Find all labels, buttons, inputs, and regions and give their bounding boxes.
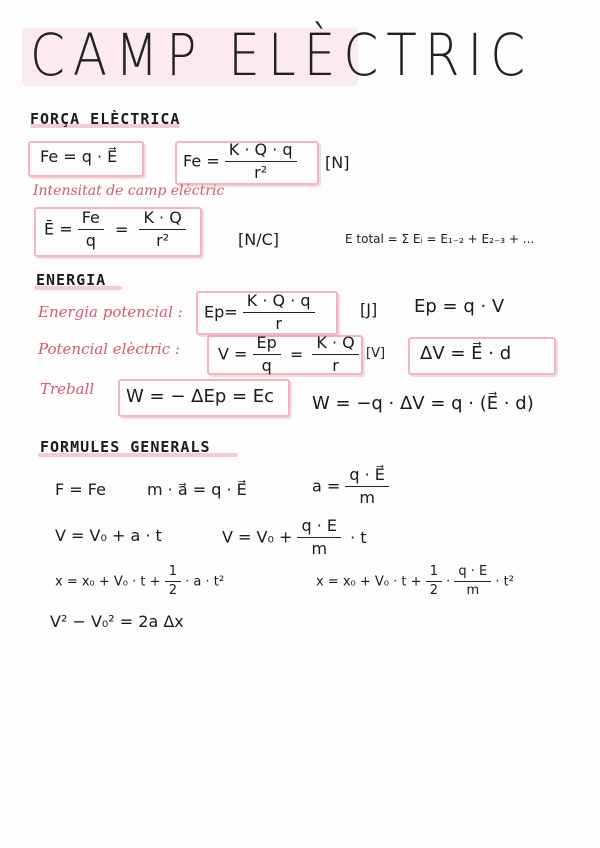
x7-b: · t² [495, 574, 514, 590]
x7-fraction-1 [426, 565, 442, 599]
formula-a [312, 466, 389, 506]
formula-v-v0-at: V = V₀ + a · t [55, 526, 162, 545]
x6-denominator: 2 [168, 583, 177, 599]
formula-ma-qe: m · a⃗ = q · E⃗ [147, 480, 247, 499]
formula-v2-v02: V² − V₀² = 2a Δx [50, 612, 184, 631]
x6-a: x = x₀ + V₀ · t + [55, 574, 161, 590]
formula-v [218, 334, 359, 374]
e-fraction-1 [78, 209, 104, 249]
unit-joule: [J] [360, 300, 378, 319]
coulomb-lhs: Fe = [183, 151, 220, 171]
formula-e-field [44, 209, 186, 249]
a-lhs: a = [312, 476, 341, 496]
a-denominator: m [359, 487, 375, 507]
v5-lhs: V = V₀ + [222, 527, 293, 547]
page-title: CAMP ELÈCTRIC [30, 22, 534, 89]
formula-x-at2 [55, 565, 224, 599]
e-frac1-den: q [85, 230, 96, 250]
x6-numerator: 1 [165, 565, 181, 582]
section-heading-energia: ENERGIA [36, 271, 107, 289]
x7-numerator-1: 1 [426, 565, 442, 582]
a-numerator: q · E⃗ [345, 466, 389, 487]
v-equals: = [289, 344, 304, 364]
e-fraction-2 [139, 209, 185, 249]
formula-e-total: E total = Σ Eᵢ = E₁₋₂ + E₂₋₃ + ... [345, 232, 535, 246]
coulomb-fraction [225, 141, 297, 181]
ep-fraction [243, 292, 315, 332]
label-treball: Treball [40, 380, 95, 398]
unit-n-per-c: [N/C] [238, 230, 280, 249]
x7-dot: · [446, 574, 451, 590]
label-energia-potencial: Energia potencial : [38, 303, 183, 321]
ep-denominator: r [275, 313, 282, 333]
unit-newton: [N] [325, 153, 350, 172]
ep-numerator: K · Q · q [243, 292, 315, 313]
v5-fraction [297, 517, 341, 557]
formula-w-qdv: W = −q · ΔV = q · (E⃗ · d) [312, 393, 534, 414]
section-heading-formules: FORMULES GENERALS [40, 438, 211, 456]
e-frac2-num: K · Q [139, 209, 185, 230]
v-fraction-1 [253, 334, 281, 374]
v-frac1-den: q [261, 355, 272, 375]
x6-b: · a · t² [185, 574, 225, 590]
formula-v-v0-qe [222, 517, 367, 557]
a-fraction [345, 466, 389, 506]
ep-lhs: Ep= [204, 302, 238, 322]
formula-ep [204, 292, 315, 332]
x7-fraction-2 [454, 565, 491, 599]
e-frac2-den: r² [156, 230, 170, 250]
x7-numerator-2: q · E [454, 565, 491, 582]
e-lhs: Ē = [44, 219, 73, 239]
coulomb-numerator: K · Q · q [225, 141, 297, 162]
v-lhs: V = [218, 344, 248, 364]
v-fraction-2 [312, 334, 358, 374]
v5-denominator: m [311, 538, 328, 558]
formula-coulomb [183, 141, 297, 181]
coulomb-denominator: r² [254, 162, 268, 182]
formula-fe-qe: Fe = q · E⃗ [40, 147, 118, 166]
v-frac1-num: Ep [253, 334, 281, 355]
v5-numerator: q · E [297, 517, 341, 538]
formula-w: W = − ΔEp = Ec [126, 386, 275, 407]
unit-volt: [V] [366, 346, 386, 361]
formula-delta-v: ΔV = E⃗ · d [420, 343, 512, 364]
v5-rhs: · t [350, 527, 367, 547]
section-heading-forca: FORÇA ELÈCTRICA [30, 110, 181, 128]
e-equals: = [114, 219, 129, 239]
label-intensitat: Intensitat de camp elèctric [33, 183, 225, 199]
x7-a: x = x₀ + V₀ · t + [316, 574, 422, 590]
x6-fraction [165, 565, 181, 599]
x7-denominator-1: 2 [429, 583, 438, 599]
v-frac2-den: r [332, 355, 339, 375]
formula-ep-qv: Ep = q · V [414, 296, 505, 317]
x7-denominator-2: m [466, 583, 480, 599]
label-potencial-electric: Potencial elèctric : [38, 340, 180, 358]
e-frac1-num: Fe [78, 209, 104, 230]
formula-f-fe: F = Fe [55, 480, 106, 499]
formula-x-qe-t2 [316, 565, 514, 599]
v-frac2-num: K · Q [312, 334, 358, 355]
